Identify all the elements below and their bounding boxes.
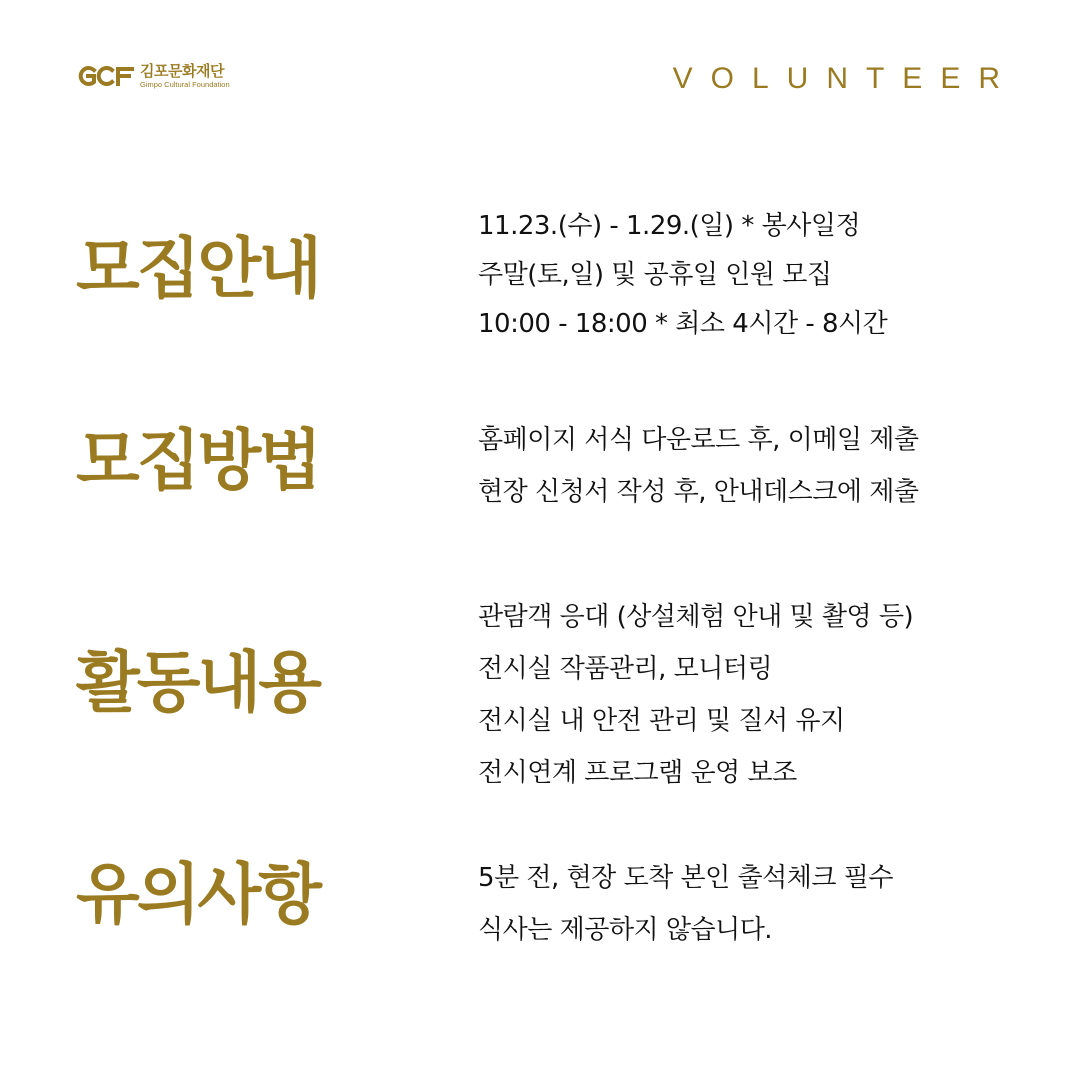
volunteer-heading: VOLUNTEER: [672, 62, 1018, 95]
notes-line: 5분 전, 현장 도착 본인 출석체크 필수: [478, 863, 894, 893]
section-title-recruitment-method: 모집방법: [76, 422, 320, 499]
logo-name-en: Gimpo Cultural Foundation: [140, 80, 230, 89]
section-title-activities: 활동내용: [76, 644, 320, 721]
activities-line: 전시연계 프로그램 운영 보조: [478, 758, 797, 788]
notes-line: 식사는 제공하지 않습니다.: [478, 915, 773, 945]
section-title-recruitment-info: 모집안내: [76, 230, 320, 307]
recruitment-info-line: 11.23.(수) - 1.29.(일) * 봉사일정: [478, 211, 861, 241]
recruitment-info-line: 10:00 - 18:00 * 최소 4시간 - 8시간: [478, 309, 888, 339]
recruitment-info-line: 주말(토,일) 및 공휴일 인원 모집: [478, 260, 832, 290]
logo-name-ko: 김포문화재단: [140, 62, 224, 80]
section-notes-lines: [478, 852, 893, 956]
section-recruitment-method-lines: [478, 414, 918, 518]
section-activities-lines: [478, 591, 913, 799]
activities-line: 전시실 작품관리, 모니터링: [478, 654, 773, 684]
recruitment-method-line: 현장 신청서 작성 후, 안내데스크에 제출: [478, 477, 919, 507]
logo-text: [140, 64, 230, 89]
section-title-notes: 유의사항: [76, 856, 320, 933]
activities-line: 관람객 응대 (상설체험 안내 및 촬영 등): [478, 602, 914, 632]
recruitment-method-line: 홈페이지 서식 다운로드 후, 이메일 제출: [478, 425, 919, 455]
gcf-logo-mark: [78, 65, 134, 87]
section-recruitment-info-lines: [478, 202, 887, 349]
foundation-logo: [78, 64, 230, 89]
activities-line: 전시실 내 안전 관리 및 질서 유지: [478, 706, 845, 736]
gcf-logo-icon: [78, 65, 134, 87]
